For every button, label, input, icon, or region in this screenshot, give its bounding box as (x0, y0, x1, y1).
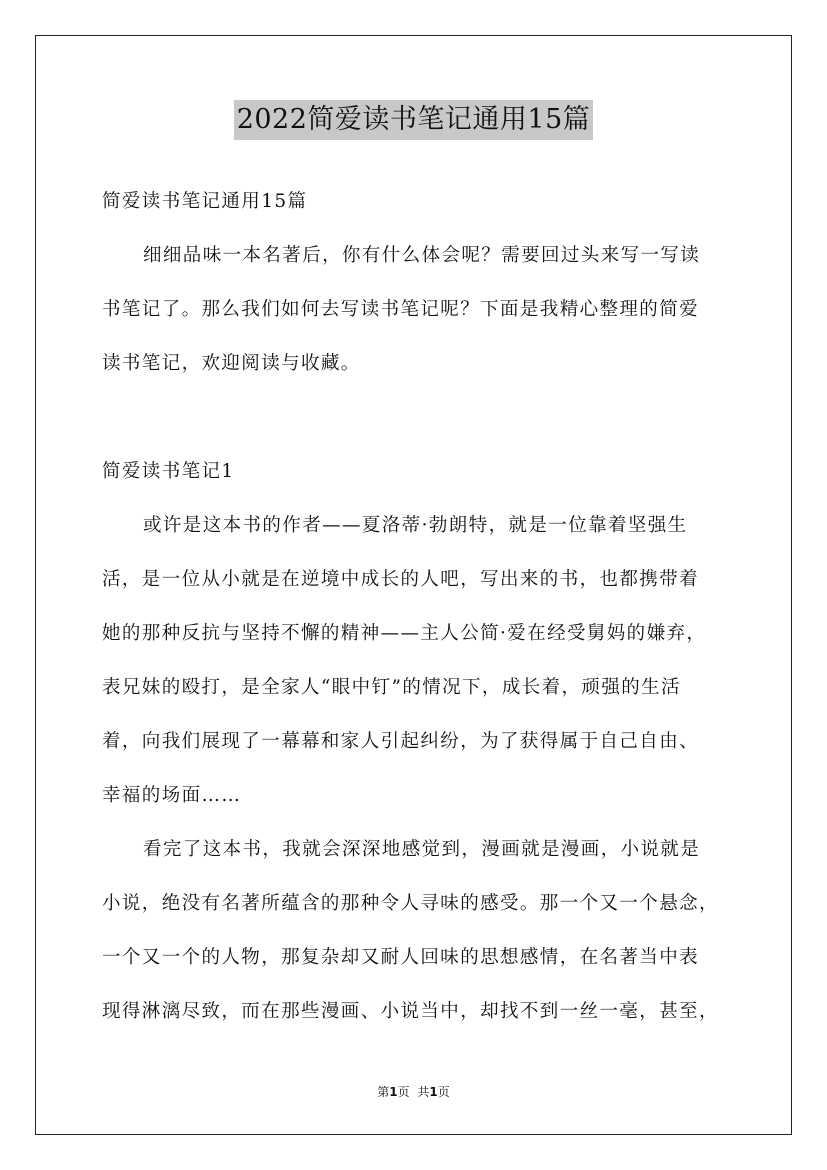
paragraph-line: 表兄妹的殴打，是全家人“眼中钉”的情况下，成长着，顽强的生活 (102, 677, 681, 698)
intro-line: 书笔记了。那么我们如何去写读书笔记呢？下面是我精心整理的简爱 (102, 299, 700, 320)
blank-line (102, 391, 730, 445)
document-title: 2022简爱读书笔记通用15篇 (234, 100, 594, 140)
total-pages: 1 (429, 1085, 438, 1099)
document-subtitle: 简爱读书笔记通用15篇 (102, 191, 308, 212)
paragraph-line: 活，是一位从小就是在逆境中成长的人吧，写出来的书，也都携带着 (102, 569, 700, 590)
paragraph-line: 着，向我们展现了一幕幕和家人引起纠纷，为了获得属于自己自由、 (102, 731, 700, 752)
paragraph-line: 现得淋漓尽致，而在那些漫画、小说当中，却找不到一丝一毫，甚至， (102, 1001, 719, 1022)
page-label-prefix: 第 (377, 1085, 390, 1099)
intro-line: 细细品味一本名著后，你有什么体会呢？需要回过头来写一写读 (143, 245, 701, 266)
paragraph-line: 一个又一个的人物，那复杂却又耐人回味的思想感情，在名著当中表 (102, 947, 700, 968)
page-number: 1 (389, 1085, 398, 1099)
title-container (0, 100, 827, 140)
paragraph-line: 她的那种反抗与坚持不懈的精神——主人公简·爱在经受舅妈的嫌弃， (102, 623, 707, 644)
paragraph-line: 小说，绝没有名著所蕴含的那种令人寻味的感受。那一个又一个悬念， (102, 893, 719, 914)
paragraph-line: 看完了这本书，我就会深深地感觉到，漫画就是漫画，小说就是 (143, 839, 701, 860)
page-label-suffix: 页 (397, 1085, 410, 1099)
page-footer (0, 1083, 827, 1101)
intro-line: 读书笔记，欢迎阅读与收藏。 (102, 353, 361, 374)
document-body (102, 175, 730, 1039)
paragraph-line: 幸福的场面…… (102, 785, 242, 806)
total-label-suffix: 页 (437, 1085, 450, 1099)
paragraph-line: 或许是这本书的作者——夏洛蒂·勃朗特，就是一位靠着坚强生 (143, 515, 688, 536)
section-heading: 简爱读书笔记1 (102, 461, 235, 482)
total-label-prefix: 共 (417, 1085, 430, 1099)
